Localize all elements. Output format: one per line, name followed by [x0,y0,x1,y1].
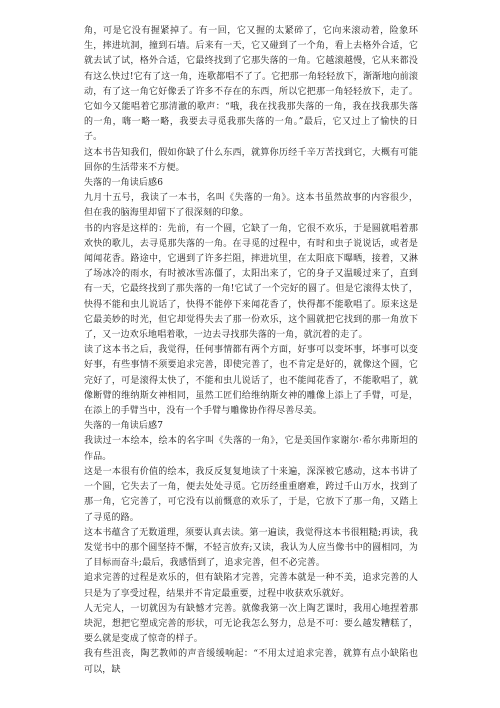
paragraph: 这本书蕴含了无数道理，须要认真去读。第一遍读，我觉得这本书很粗糙;再读，我发觉书中的那个圆坚持不懈，不轻言放弃;又读，我认为人应当像书中的圆相同，为了目标而奋斗;最后，我感悟到了，追求完善，但不必完善。 [84,527,418,569]
paragraph-summary: 这本书告知我们，假如你缺了什么东西，就算你历经千辛万苦找到它，大概有可能回你的生活带来不方便。 [84,147,418,173]
paragraph: 读了这本书之后，我觉得，任何事情都有两个方面，好事可以变坏事，坏事可以变好事，有些事情不须要追求完善，即使完善了，也不肯定是好的，就像这个圆，它完好了，可是滚得太快了，不能和虫儿说话了，也不能闻花香了，不能歌唱了，就像断臂的维纳斯女神相同，虽然工匠们给维纳斯女神的雕像上添上了手臂，可是，在添上的手臂当中，没有一个手臂与雕像协作得尽善尽美。 [84,345,418,417]
paragraph: 人无完人，一切就因为有缺憾才完善。就像我第一次上陶艺课时，我用心地捏着那块泥，想把它塑成完善的形状，可无论我怎么努力，总是不可：要么越发糟糕了，要么就是变成了惊奇的样子。 [84,603,418,645]
paragraph-truncated: 我有些沮丧，陶艺教师的声音缓缓响起：“不用太过追求完善，就算有点小缺陷也可以，缺 [84,649,418,675]
paragraph: 追求完善的过程是欢乐的，但有缺陷才完善，完善本就是一种不美，追求完善的人只是为了享受过程，结果并不肯定最重要，过程中收获欢乐就好。 [84,573,418,599]
paragraph: 这是一本很有价值的绘本，我反反复复地读了十来遍，深深被它感动，这本书讲了一个圆，它失去了一角，便去处处寻觅。它历经重重磨难，跨过千山万水，找到了那一角，它完善了，可它没有以前慨意的欢乐了，于是，它放下了那一角，又踏上了寻觅的路。 [84,466,418,523]
paragraph: 我读过一本绘本，绘本的名字叫《失落的一角》，它是美国作家谢尔·希尔弗斯坦的作品。 [84,436,418,462]
paragraph: 书的内容是这样的：先前，有一个圆，它缺了一角，它很不欢乐，于是圆就唱着那欢快的歌儿，去寻觅那失落的一角。在寻觅的过程中，有时和虫子说说话，或者是闻闻花香。路途中，它遇到了许多拦阻，摔进坑里，在太阳底下曝晒，接着，又淋了场冰冷的雨水，有时被冰雪冻僵了，太阳出来了，它的身子又温暖过来了，直到有一天，它最终找到了那失落的一角!它试了一个完好的圆了。但是它滚得太快了，快得不能和虫儿说话了，快得不能停下来闻花香了，快得都不能歌唱了。原来这是它最美妙的时光，但它却觉得失去了那一份欢乐，这个圆就把它找到的那一角放下了，又一边欢乐地唱着歌，一边去寻找那失落的一角，就沉着的走了。 [84,223,418,341]
paragraph: 九月十五号，我读了一本书，名叫《失落的一角》。这本书虽然故事的内容很少，但在我的脑海里却留下了很深刻的印象。 [84,193,418,219]
section-heading-7: 失落的一角读后感7 [84,421,164,432]
document-page [84,24,418,678]
section-heading-6: 失落的一角读后感6 [84,178,164,189]
paragraph-continuation: 角，可是它没有握紧掉了。有一回，它又握的太紧碎了，它向来滚动着，险象环生，摔进坑洞，撞到石墙。后来有一天，它又碰到了一个角，看上去格外合适，它就去试了试，格外合适，它最终找到了它那失落的一角。它越滚越慢，它从来都没有这么快过!它有了这一角，连歌都唱不了了。它把那一角轻轻放下，渐渐地向前滚动，有了这一角它好像丢了许多不存在的东西，所以它把那一角轻轻放下，走了。它如今又能唱着它那清澈的歌声：“哦，我在找我那失落的一角，我在找我那失落的一角，嗨一略一略，我要去寻觅我那失落的一角。”最后，它又过上了愉快的日子。 [84,26,418,143]
